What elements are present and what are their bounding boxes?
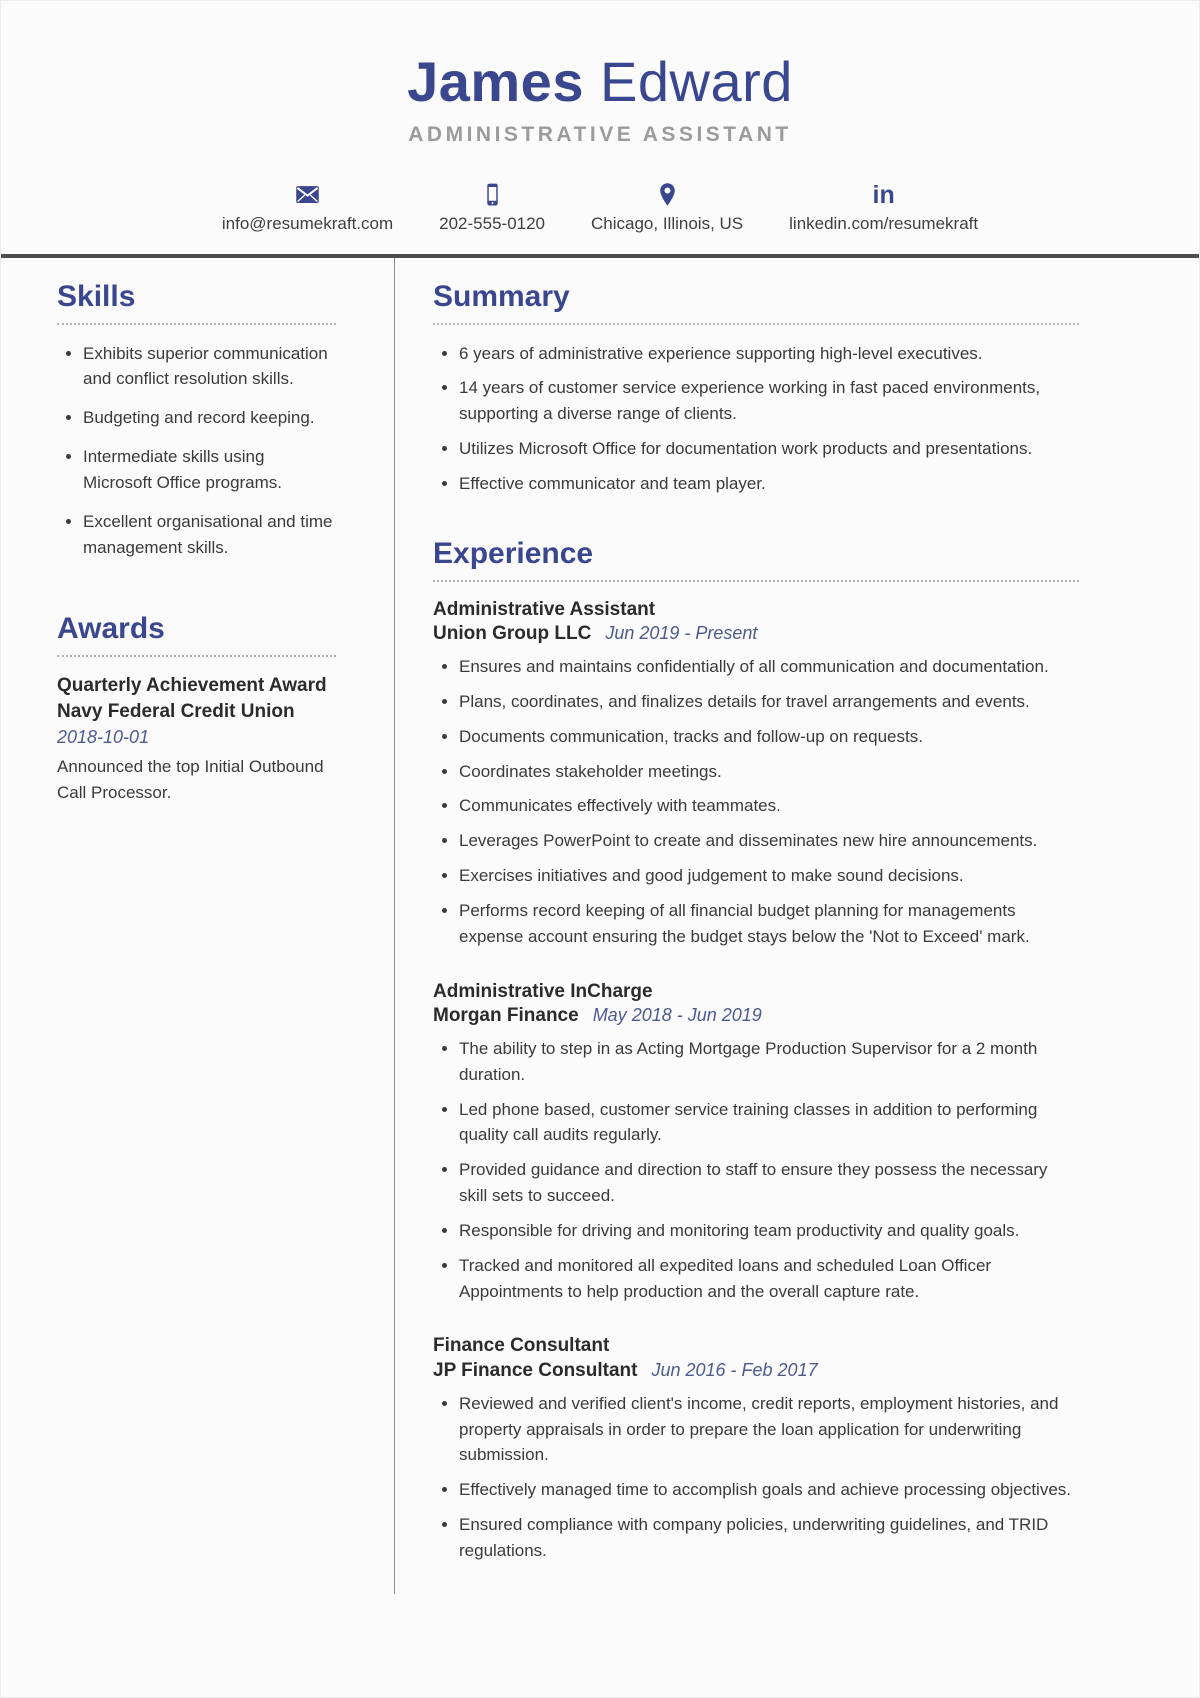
job-bullet: • Ensured compliance with company policies, underwriting guidelines, and TRID regulations.: [459, 1512, 1079, 1564]
job-entry: [433, 980, 1079, 1305]
job-title: Administrative InCharge: [433, 980, 653, 1002]
summary-section: [433, 280, 1079, 497]
job-bullet: • Communicates effectively with teammates.: [459, 793, 1079, 819]
award-title: Quarterly Achievement Award: [57, 675, 327, 697]
right-column: [395, 258, 1199, 1594]
job-dates: Jun 2016 - Feb 2017: [651, 1360, 818, 1381]
location-text: Chicago, Illinois, US: [591, 213, 744, 233]
awards-heading: Awards: [57, 612, 336, 657]
contact-linkedin[interactable]: [789, 181, 978, 234]
job-bullet: • Led phone based, customer service training classes in addition to performing quality call audits regularly.: [459, 1097, 1079, 1149]
job-bullet: • The ability to step in as Acting Mortgage Production Supervisor for a 2 month duration.: [459, 1036, 1079, 1088]
summary-heading: Summary: [433, 280, 1079, 325]
job-company: Morgan Finance: [433, 1005, 579, 1027]
job-entry: [433, 598, 1079, 950]
job-bullet-list: [433, 1036, 1079, 1304]
award-organization: Navy Federal Credit Union: [57, 701, 295, 723]
skill-item: • Intermediate skills using Microsoft Office programs.: [83, 444, 336, 496]
job-company-line: [433, 1359, 1079, 1384]
linkedin-icon: in: [872, 180, 895, 209]
job-bullet: • Responsible for driving and monitoring team productivity and quality goals.: [459, 1218, 1079, 1244]
email-icon: [294, 181, 321, 209]
linkedin-link[interactable]: linkedin.com/resumekraft: [789, 213, 979, 233]
summary-item: • Utilizes Microsoft Office for documentation work products and presentations.: [459, 436, 1079, 462]
skills-section: [57, 280, 336, 561]
job-company-line: [433, 622, 1079, 647]
job-company: JP Finance Consultant: [433, 1360, 638, 1382]
email-link[interactable]: info@resumekraft.com: [221, 213, 394, 233]
experience-section: [433, 537, 1079, 1564]
job-entry: [433, 1334, 1079, 1563]
job-bullet: • Coordinates stakeholder meetings.: [459, 759, 1079, 785]
award-date: 2018-10-01: [57, 726, 150, 747]
job-bullet: • Ensures and maintains confidentially of all communication and documentation.: [459, 654, 1079, 680]
location-icon: [655, 181, 680, 209]
skill-item: • Exhibits superior communication and conflict resolution skills.: [83, 341, 336, 393]
contact-email[interactable]: [222, 181, 393, 234]
summary-item: • Effective communicator and team player.: [459, 471, 1079, 497]
job-bullet-list: [433, 654, 1079, 949]
award-description: Announced the top Initial Outbound Call Processor.: [57, 756, 324, 803]
job-dates: May 2018 - Jun 2019: [592, 1005, 762, 1026]
header: [1, 1, 1199, 234]
job-bullet: • Tracked and monitored all expedited loans and scheduled Loan Officer Appointments to help production and the overall capture rate.: [459, 1253, 1079, 1305]
contact-location: [591, 181, 743, 234]
summary-item: • 6 years of administrative experience supporting high-level executives.: [459, 341, 1079, 367]
skill-item: • Excellent organisational and time management skills.: [83, 509, 336, 561]
experience-heading: Experience: [433, 537, 1079, 582]
job-bullet: • Leverages PowerPoint to create and disseminates new hire announcements.: [459, 828, 1079, 854]
person-name: [1, 51, 1199, 113]
job-title: Finance Consultant: [433, 1335, 610, 1357]
last-name: Edward: [600, 50, 793, 113]
job-company: Union Group LLC: [433, 623, 592, 645]
phone-icon: [480, 181, 505, 209]
first-name: James: [407, 50, 584, 113]
left-column: [1, 258, 395, 1594]
job-bullet: • Performs record keeping of all financial budget planning for managements expense account ensuring the budget stays below the 'Not to Exceed' mark.: [459, 898, 1079, 950]
skills-list: [57, 341, 336, 561]
job-bullet-list: [433, 1391, 1079, 1564]
job-headline: ADMINISTRATIVE ASSISTANT: [408, 122, 792, 146]
summary-item: • 14 years of customer service experience working in fast paced environments, supporting a diverse range of clients.: [459, 375, 1079, 427]
contact-row: [1, 181, 1199, 234]
resume-page: [1, 1, 1199, 1594]
job-bullet: • Plans, coordinates, and finalizes details for travel arrangements and events.: [459, 689, 1079, 715]
skills-heading: Skills: [57, 280, 336, 325]
job-company-line: [433, 1004, 1079, 1029]
job-bullet: • Effectively managed time to accomplish goals and achieve processing objectives.: [459, 1477, 1079, 1503]
job-bullet: • Exercises initiatives and good judgement to make sound decisions.: [459, 863, 1079, 889]
content-columns: [1, 258, 1199, 1594]
skill-item: • Budgeting and record keeping.: [83, 405, 336, 431]
job-title: Administrative Assistant: [433, 598, 656, 620]
contact-phone[interactable]: [439, 181, 545, 234]
job-bullet: • Documents communication, tracks and follow-up on requests.: [459, 724, 1079, 750]
awards-section: [57, 612, 336, 806]
phone-link[interactable]: 202-555-0120: [439, 213, 546, 233]
job-bullet: • Reviewed and verified client's income, credit reports, employment histories, and property appraisals in order to prepare the loan application for underwriting submission.: [459, 1391, 1079, 1468]
job-bullet: • Provided guidance and direction to staff to ensure they possess the necessary skill sets to succeed.: [459, 1157, 1079, 1209]
summary-list: [433, 341, 1079, 497]
job-dates: Jun 2019 - Present: [605, 623, 758, 644]
